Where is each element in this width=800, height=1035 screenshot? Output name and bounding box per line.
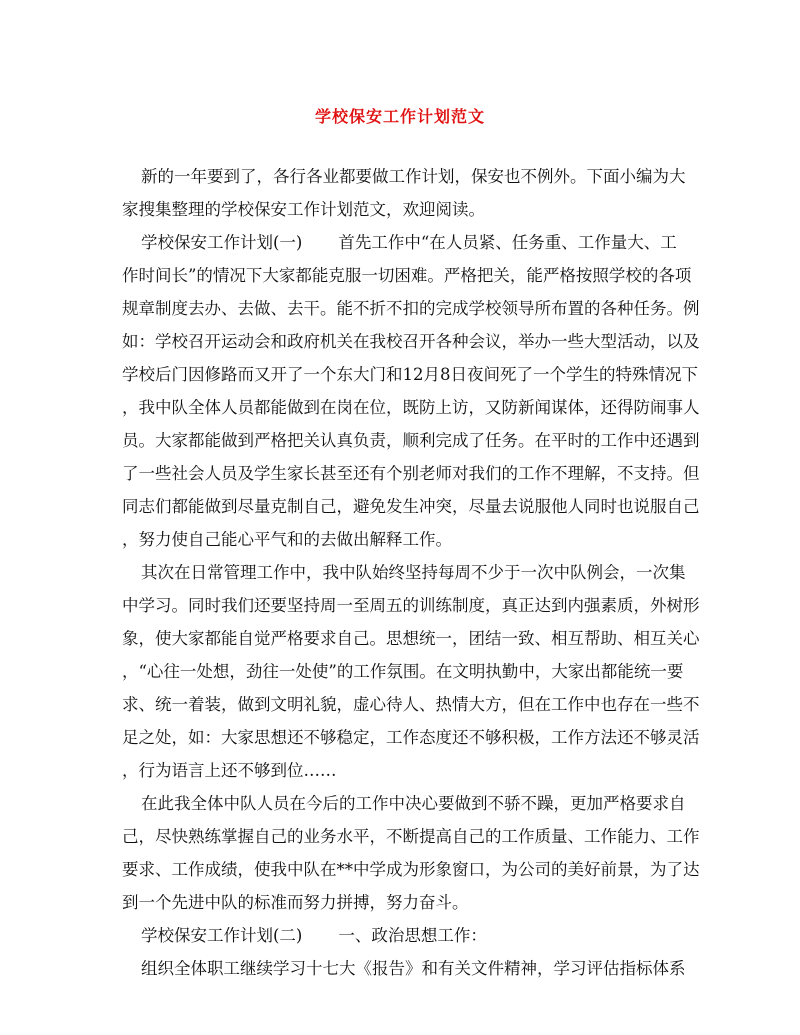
paragraph-line: 足之处，如：大家思想还不够稳定，工作态度还不够积极，工作方法还不够灵活 (122, 728, 700, 747)
paragraph-line: 一、政治思想工作： (338, 926, 487, 945)
paragraph-line: 规章制度去办、去做、去干。能不折不扣的完成学校领导所布置的各种任务。例 (122, 299, 700, 318)
paragraph-line: 组织全体职工继续学习十七大《报告》和有关文件精神，学习评估指标体系 (141, 959, 686, 978)
paragraph-line: 中学习。同时我们还要坚持周一至周五的训练制度，真正达到内强素质，外树形 (122, 596, 700, 615)
paragraph-line: 家搜集整理的学校保安工作计划范文，欢迎阅读。 (122, 200, 485, 219)
paragraph-line: 新的一年要到了，各行各业都要做工作计划，保安也不例外。下面小编为大 (141, 167, 686, 186)
section-heading-line (141, 926, 487, 946)
paragraph-line: 求、统一着装，做到文明礼貌，虚心待人、热情大方，但在工作中也存在一些不 (122, 695, 700, 714)
paragraph-line: 象，使大家都能自觉严格要求自己。思想统一，团结一致、相互帮助、相互关心 (122, 629, 700, 648)
paragraph-line: ，“心往一处想，劲往一处使”的工作氛围。在文明执勤中，大家出都能统一要 (122, 662, 684, 681)
paragraph-line: 要求、工作成绩，使我中队在**中学成为形象窗口，为公司的美好前景，为了达 (122, 860, 700, 879)
paragraph-line: 首先工作中“在人员紧、任务重、工作量大、工 (338, 233, 677, 252)
paragraph-line: ，努力使自己能心平气和的去做出解释工作。 (122, 530, 452, 549)
paragraph-line: 在此我全体中队人员在今后的工作中决心要做到不骄不躁，更加严格要求自 (141, 794, 686, 813)
paragraph-line: 作时间长”的情况下大家都能克服一切困难。严格把关，能严格按照学校的各项 (122, 266, 692, 285)
paragraph-line: ，行为语言上还不够到位…… (122, 761, 337, 780)
document-title: 学校保安工作计划范文 (314, 107, 485, 126)
section-heading: 学校保安工作计划(一) (141, 233, 303, 252)
paragraph-line: 己，尽快熟练掌握自己的业务水平，不断提高自己的工作质量、工作能力、工作 (122, 827, 700, 846)
section-heading: 学校保安工作计划(二) (141, 926, 303, 945)
paragraph-line: 员。大家都能做到严格把关认真负责，顺利完成了任务。在平时的工作中还遇到 (122, 431, 700, 450)
paragraph-line: 如：学校召开运动会和政府机关在我校召开各种会议，举办一些大型活动，以及 (122, 332, 700, 351)
paragraph-line: 学校后门因修路而又开了一个东大门和12月8日夜间死了一个学生的特殊情况下 (122, 365, 698, 384)
paragraph-line: 到一个先进中队的标准而努力拼搏，努力奋斗。 (122, 893, 469, 912)
section-heading-line (141, 233, 677, 253)
paragraph-line: ，我中队全体人员都能做到在岗在位，既防上访，又防新闻谋体，还得防闹事人 (122, 398, 700, 417)
paragraph-line: 了一些社会人员及学生家长甚至还有个别老师对我们的工作不理解，不支持。但 (122, 464, 700, 483)
paragraph-line: 同志们都能做到尽量克制自己，避免发生冲突，尽量去说服他人同时也说服自己 (122, 497, 700, 516)
paragraph-line: 其次在日常管理工作中，我中队始终坚持每周不少于一次中队例会，一次集 (141, 563, 686, 582)
